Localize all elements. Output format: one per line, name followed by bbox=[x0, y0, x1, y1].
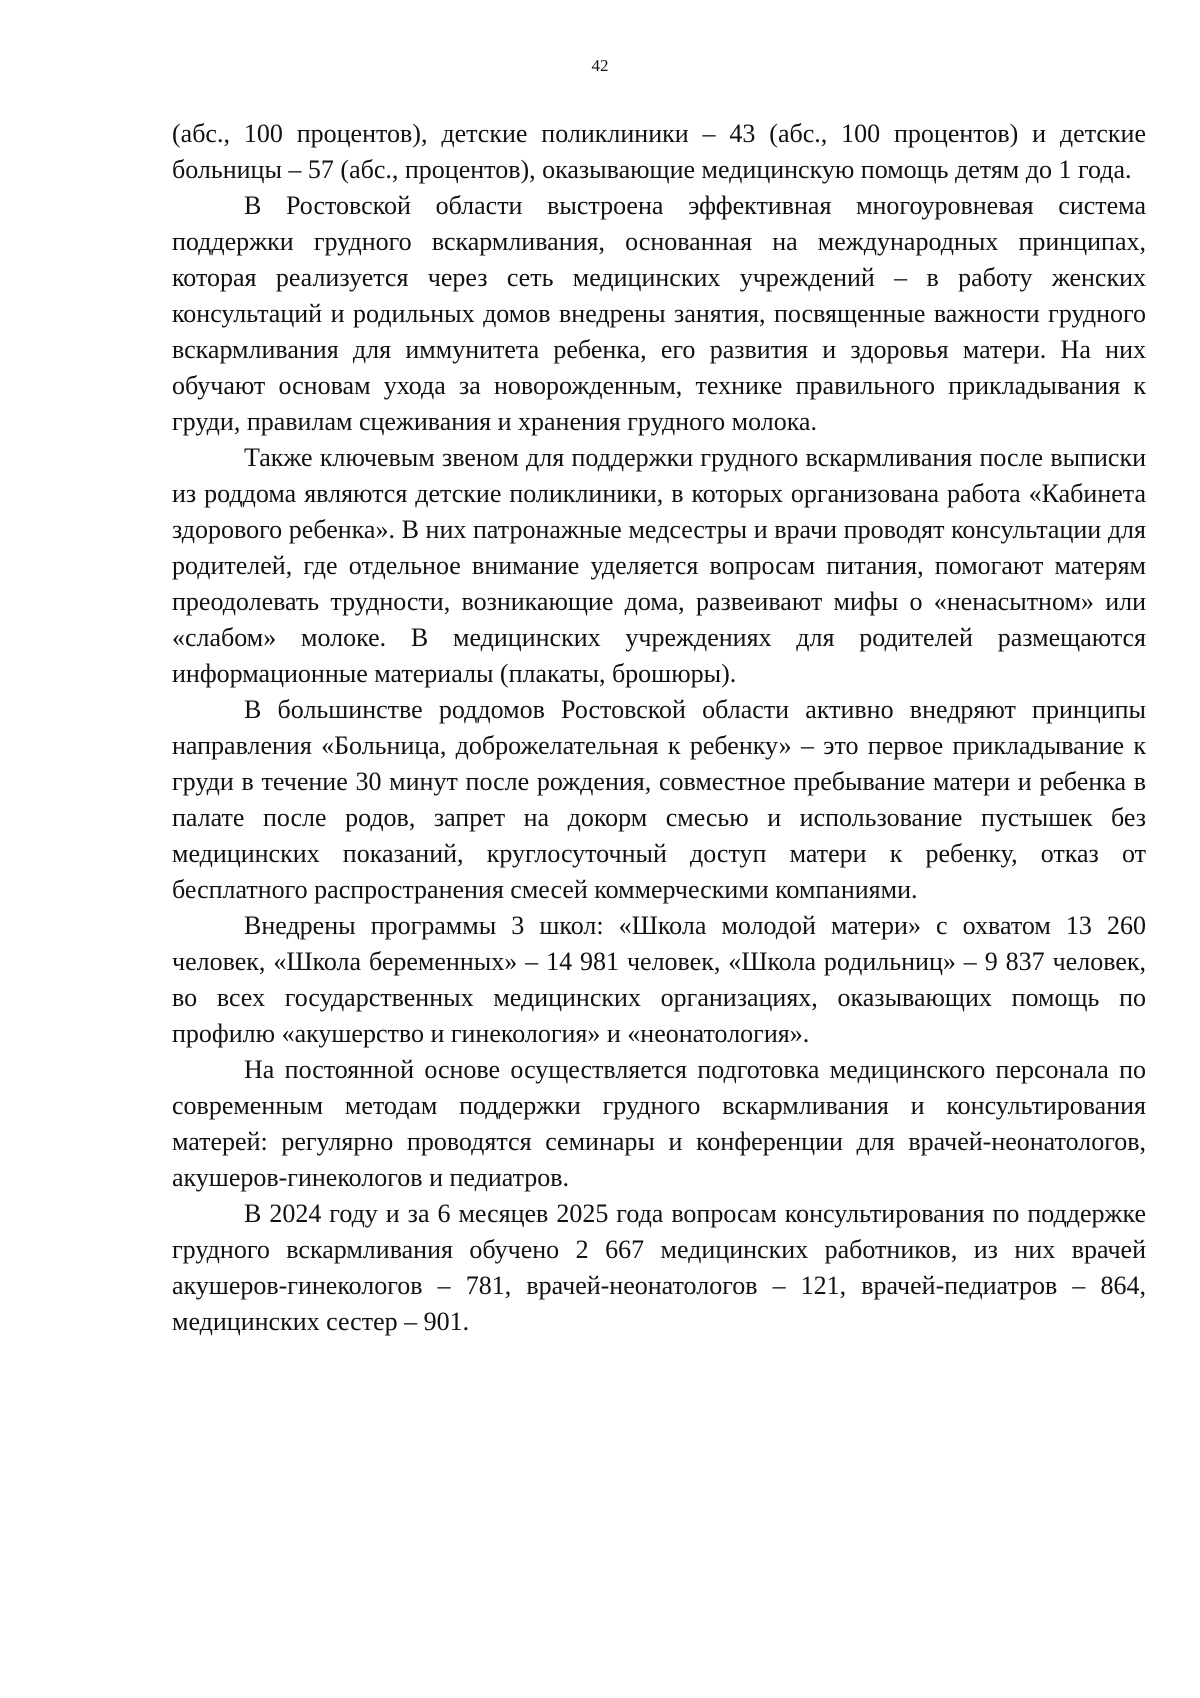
paragraph-polyclinics: Также ключевым звеном для поддержки грудного вскармливания после выписки из роддома являются детские поликлиники, в которых организована работа «Кабинета здорового ребенка». В них патронажные медсестры и врачи проводят консультации для родителей, где отдельное внимание уделяется вопросам питания, помогают матерям преодолевать трудности, возникающие дома, развеивают мифы о «ненасытном» или «слабом» молоке. В медицинских учреждениях для родителей размещаются информационные материалы (плакаты, брошюры). bbox=[172, 443, 1146, 688]
document-body bbox=[172, 116, 1146, 1340]
paragraph-maternity-hospitals: В большинстве роддомов Ростовской области активно внедряют принципы направления «Больница, доброжелательная к ребенку» – это первое прикладывание к груди в течение 30 минут после рождения, совместное пребывание матери и ребенка в палате после родов, запрет на докорм смесью и использование пустышек без медицинских показаний, круглосуточный доступ матери к ребенку, отказ от бесплатного распространения смесей коммерческими компаниями. bbox=[172, 695, 1146, 904]
paragraph-training-statistics: В 2024 году и за 6 месяцев 2025 года вопросам консультирования по поддержке грудного вскармливания обучено 2 667 медицинских работников, из них врачей акушеров-гинекологов – 781, врачей-неонатологов – 121, врачей-педиатров – 864, медицинских сестер – 901. bbox=[172, 1199, 1146, 1336]
paragraph-staff-training: На постоянной основе осуществляется подготовка медицинского персонала по современным методам поддержки грудного вскармливания и консультирования матерей: регулярно проводятся семинары и конференции для врачей-неонатологов, акушеров-гинекологов и педиатров. bbox=[172, 1055, 1146, 1192]
paragraph-support-system: В Ростовской области выстроена эффективная многоуровневая система поддержки грудного вскармливания, основанная на международных принципах, которая реализуется через сеть медицинских учреждений – в работу женских консультаций и родильных домов внедрены занятия, посвященные важности грудного вскармливания для иммунитета ребенка, его развития и здоровья матери. На них обучают основам ухода за новорожденным, технике правильного прикладывания к груди, правилам сцеживания и хранения грудного молока. bbox=[172, 191, 1146, 436]
paragraph-schools: Внедрены программы 3 школ: «Школа молодой матери» с охватом 13 260 человек, «Школа беременных» – 14 981 человек, «Школа родильниц» – 9 837 человек, во всех государственных медицинских организациях, оказывающих помощь по профилю «акушерство и гинекология» и «неонатология». bbox=[172, 911, 1146, 1048]
paragraph-continuation: (абс., 100 процентов), детские поликлиники – 43 (абс., 100 процентов) и детские больницы – 57 (абс., процентов), оказывающие медицинскую помощь детям до 1 года. bbox=[172, 119, 1146, 184]
page-number: 42 bbox=[591, 56, 609, 75]
